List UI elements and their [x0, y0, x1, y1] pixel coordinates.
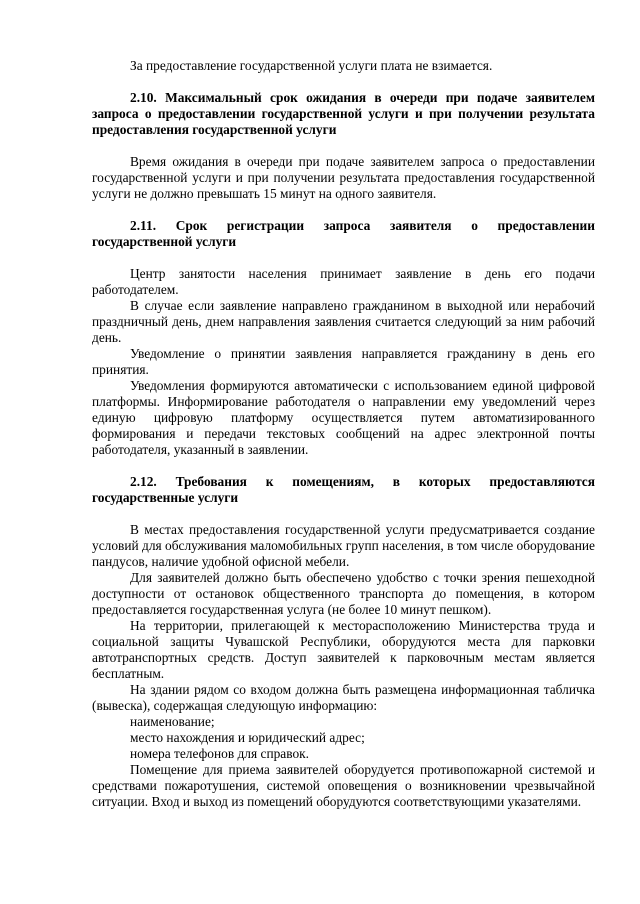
- list-item-phones: номера телефонов для справок.: [130, 746, 310, 761]
- fee-paragraph: За предоставление государственной услуги плата не взимается.: [130, 58, 493, 73]
- registration-paragraph-2: В случае если заявление направлено гражданином в выходной или нерабочий праздничный день, днем направления заявления считается следующий за ним рабочий день.: [92, 298, 595, 345]
- list-item-name: наименование;: [130, 714, 215, 729]
- premises-paragraph-2: Для заявителей должно быть обеспечено удобство с точки зрения пешеходной доступности от остановок общественного транспорта до помещения, в котором предоставляется государственная услуга (не более 10 минут пешком).: [92, 570, 595, 617]
- spacer: [92, 138, 595, 154]
- section-2-11-heading: 2.11. Срок регистрации запроса заявителя о предоставлении государственной услуги: [92, 218, 595, 249]
- document-page: [92, 58, 595, 810]
- wait-time-paragraph: Время ожидания в очереди при подаче заявителем запроса о предоставлении государственной услуги и при получении результата предоставления государственной услуги не должно превышать 15 минут на одного заявителя.: [92, 154, 595, 201]
- section-2-10-heading: 2.10. Максимальный срок ожидания в очереди при подаче заявителем запроса о предоставлении государственной услуги и при получении результата предоставления государственной услуги: [92, 90, 595, 137]
- registration-paragraph-4: Уведомления формируются автоматически с использованием единой цифровой платформы. Информирование работодателя о направлении ему уведомлений через единую цифровую платформу осуществляется путем автоматизированного формирования и передачи текстовых сообщений на адрес электронной почты работодателя, указанный в заявлении.: [92, 378, 595, 457]
- spacer: [92, 202, 595, 218]
- registration-paragraph-1: Центр занятости населения принимает заявление в день его подачи работодателем.: [92, 266, 595, 297]
- section-2-12-heading: 2.12. Требования к помещениям, в которых предоставляются государственные услуги: [92, 474, 595, 505]
- premises-paragraph-5: Помещение для приема заявителей оборудуется противопожарной системой и средствами пожаротушения, системой оповещения о возникновении чрезвычайной ситуации. Вход и выход из помещений оборудуются соответствующими указателями.: [92, 762, 595, 809]
- premises-paragraph-3: На территории, прилегающей к месторасположению Министерства труда и социальной защиты Чувашской Республики, оборудуются места для парковки автотранспортных средств. Доступ заявителей к парковочным местам является бесплатным.: [92, 618, 595, 681]
- spacer: [92, 250, 595, 266]
- spacer: [92, 74, 595, 90]
- spacer: [92, 458, 595, 474]
- spacer: [92, 506, 595, 522]
- registration-paragraph-3: Уведомление о принятии заявления направляется гражданину в день его принятия.: [92, 346, 595, 377]
- premises-paragraph-4: На здании рядом со входом должна быть размещена информационная табличка (вывеска), содержащая следующую информацию:: [92, 682, 595, 713]
- premises-paragraph-1: В местах предоставления государственной услуги предусматривается создание условий для обслуживания маломобильных групп населения, в том числе оборудование пандусов, наличие удобной офисной мебели.: [92, 522, 595, 569]
- list-item-address: место нахождения и юридический адрес;: [130, 730, 365, 745]
